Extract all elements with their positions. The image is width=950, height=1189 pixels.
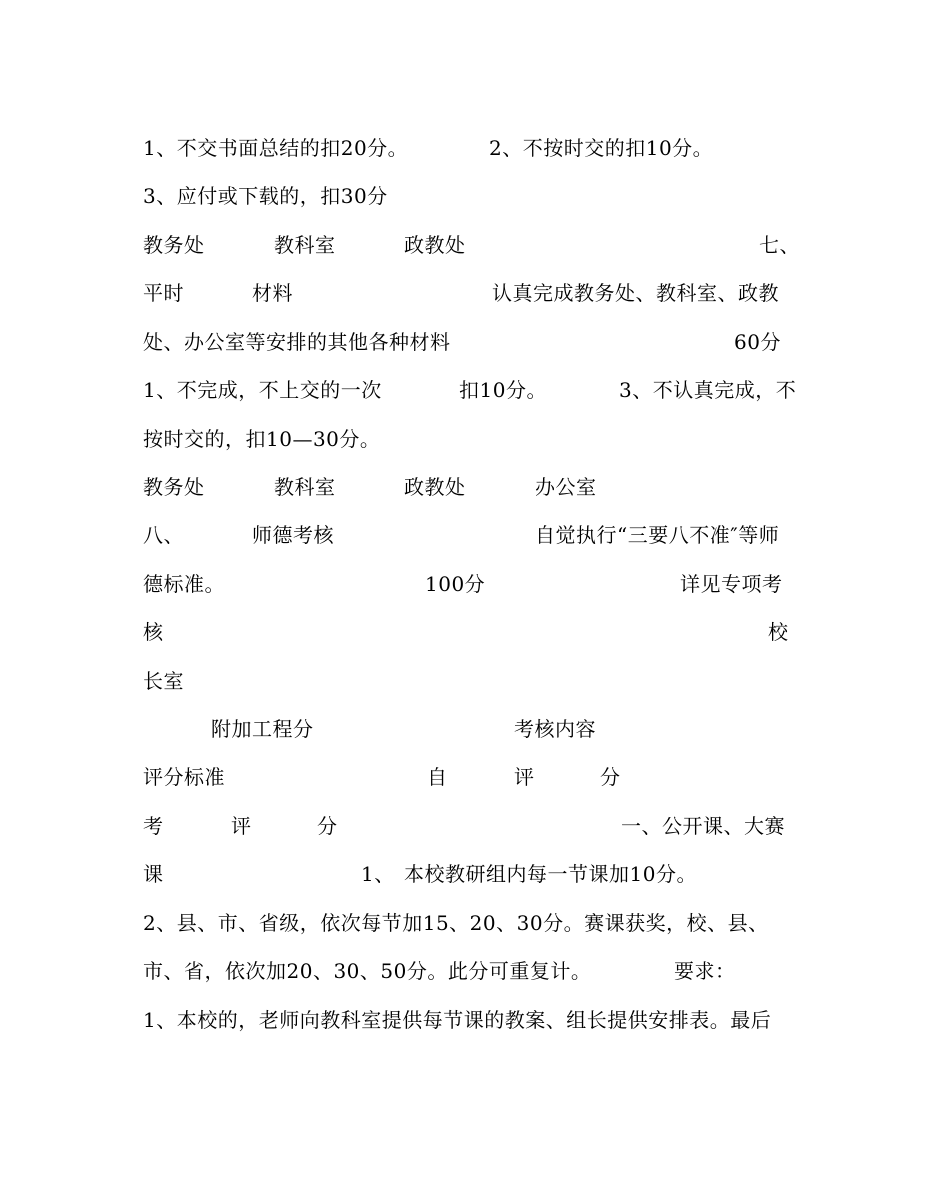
text-segment: 处、办公室等安排的其他各种材料 (143, 330, 451, 354)
text-segment: 60分 (734, 330, 781, 354)
text-line (0, 518, 950, 552)
text-segment: 教务处 (143, 475, 205, 499)
text-line (0, 712, 950, 746)
text-segment: 2、县、市、省级，依次每节加15、20、30分。赛课获奖，校、县、 (143, 911, 769, 935)
text-line (0, 179, 950, 213)
text-line (0, 422, 950, 456)
text-line (0, 906, 950, 940)
text-segment: 师德考核 (252, 523, 334, 547)
text-segment: 自觉执行“三要八不准″等师 (535, 523, 780, 547)
text-segment: 教科室 (274, 475, 336, 499)
text-segment: 评 (231, 814, 252, 838)
text-segment: 教科室 (274, 233, 336, 257)
text-segment: 校 (768, 620, 789, 644)
text-segment: 考核内容 (514, 717, 596, 741)
text-segment: 评 (514, 765, 535, 789)
text-segment: 2、不按时交的扣10分。 (489, 136, 714, 160)
text-segment: 认真完成教务处、教科室、政教 (492, 281, 779, 305)
text-segment: 教务处 (143, 233, 205, 257)
text-line (0, 325, 950, 359)
text-segment: 长室 (143, 669, 184, 693)
text-segment: 自 (427, 765, 448, 789)
text-line (0, 131, 950, 165)
text-segment: 评分标准 (143, 765, 225, 789)
text-segment: 课 (143, 862, 164, 886)
text-segment: 详见专项考 (680, 572, 783, 596)
text-line (0, 276, 950, 310)
text-line (0, 857, 950, 891)
text-segment: 政教处 (404, 475, 466, 499)
text-line (0, 954, 950, 988)
text-segment: 扣10分。 (459, 378, 547, 402)
text-segment: 3、应付或下载的，扣30分 (143, 184, 388, 208)
text-segment: 100分 (425, 572, 486, 596)
text-segment: 政教处 (404, 233, 466, 257)
text-segment: 市、省，依次加20、30、50分。此分可重复计。 (143, 959, 592, 983)
text-line (0, 470, 950, 504)
text-line (0, 1003, 950, 1037)
text-segment: 1、 (361, 862, 395, 886)
text-segment: 一、公开课、大赛 (621, 814, 785, 838)
text-segment: 办公室 (535, 475, 597, 499)
text-segment: 附加工程分 (211, 717, 314, 741)
text-line (0, 809, 950, 843)
text-line (0, 373, 950, 407)
text-segment: 材料 (252, 281, 293, 305)
text-segment: 1、不完成，不上交的一次 (143, 378, 382, 402)
text-segment: 核 (143, 620, 164, 644)
text-segment: 1、本校的，老师向教科室提供每节课的教案、组长提供安排表。最后 (143, 1008, 772, 1032)
text-segment: 考 (143, 814, 164, 838)
text-segment: 分 (317, 814, 338, 838)
text-segment: 3、不认真完成，不 (619, 378, 797, 402)
text-line (0, 615, 950, 649)
text-segment: 分 (600, 765, 621, 789)
text-segment: 平时 (143, 281, 184, 305)
text-segment: 八、 (143, 523, 184, 547)
text-segment: 七、 (759, 233, 800, 257)
text-segment: 德标准。 (143, 572, 225, 596)
text-line (0, 567, 950, 601)
text-line (0, 664, 950, 698)
text-segment: 要求： (674, 959, 736, 983)
text-segment: 按时交的，扣10—30分。 (143, 427, 381, 451)
text-segment: 本校教研组内每一节课加10分。 (404, 862, 697, 886)
text-segment: 1、不交书面总结的扣20分。 (143, 136, 409, 160)
text-line (0, 228, 950, 262)
text-line (0, 760, 950, 794)
